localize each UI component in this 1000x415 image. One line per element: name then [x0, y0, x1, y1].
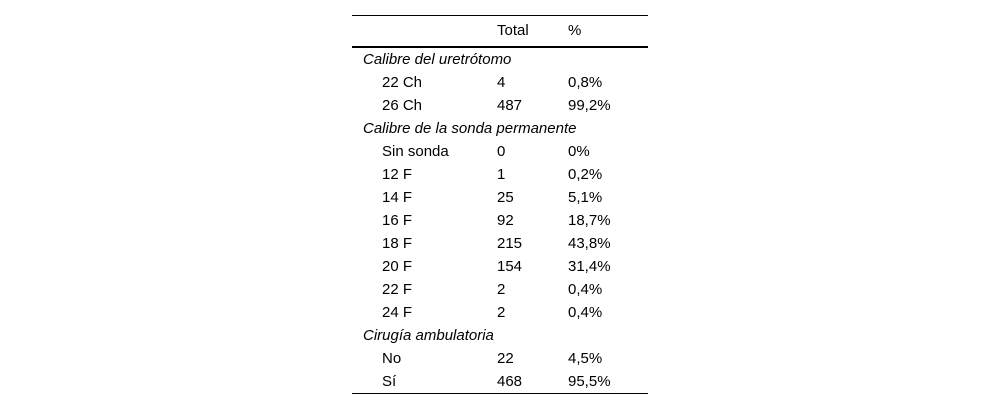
row-percent: 0,4%: [568, 304, 603, 321]
row-total: 2: [497, 281, 506, 298]
row-total: 487: [497, 97, 523, 114]
row-total: 22: [497, 350, 514, 367]
row-label: 22 F: [382, 281, 413, 298]
group-label: Calibre del uretrótomo: [363, 51, 512, 68]
table-row: [352, 94, 648, 117]
row-label: 26 Ch: [382, 97, 423, 114]
header-cell-label: [352, 16, 497, 48]
row-total: 4: [497, 74, 506, 91]
row-label: 22 Ch: [382, 74, 423, 91]
row-percent: 0,4%: [568, 281, 603, 298]
row-total: 2: [497, 304, 506, 321]
table-row: [352, 186, 648, 209]
table-row: [352, 232, 648, 255]
row-label: 24 F: [382, 304, 413, 321]
row-percent: 43,8%: [568, 235, 611, 252]
table-row: [352, 140, 648, 163]
row-percent: 0%: [568, 143, 590, 160]
table-body: [352, 47, 648, 394]
row-percent: 18,7%: [568, 212, 611, 229]
row-label: 16 F: [382, 212, 413, 229]
row-label: Sí: [382, 373, 397, 390]
row-total: 25: [497, 189, 514, 206]
table-row: [352, 347, 648, 370]
group-row: [352, 47, 648, 71]
group-row: [352, 324, 648, 347]
table-row: [352, 163, 648, 186]
data-table-container: [352, 15, 648, 394]
row-percent: 95,5%: [568, 373, 611, 390]
row-total: 154: [497, 258, 523, 275]
row-label: 14 F: [382, 189, 413, 206]
table-row: [352, 301, 648, 324]
row-total: 1: [497, 166, 506, 183]
header-cell-percent: %: [568, 22, 582, 39]
group-row: [352, 117, 648, 140]
row-label: Sin sonda: [382, 143, 449, 160]
row-percent: 31,4%: [568, 258, 611, 275]
row-total: 92: [497, 212, 514, 229]
table-row: [352, 278, 648, 301]
row-label: 18 F: [382, 235, 413, 252]
row-percent: 0,8%: [568, 74, 603, 91]
data-table: [352, 15, 648, 394]
table-header-row: [352, 16, 648, 48]
table-row: [352, 71, 648, 94]
group-label: Cirugía ambulatoria: [363, 327, 494, 344]
row-percent: 4,5%: [568, 350, 603, 367]
table-row: [352, 255, 648, 278]
row-total: 468: [497, 373, 523, 390]
row-label: No: [382, 350, 402, 367]
row-percent: 99,2%: [568, 97, 611, 114]
row-percent: 5,1%: [568, 189, 603, 206]
row-total: 215: [497, 235, 523, 252]
row-label: 12 F: [382, 166, 413, 183]
row-percent: 0,2%: [568, 166, 603, 183]
header-cell-total: Total: [497, 22, 529, 39]
row-label: 20 F: [382, 258, 413, 275]
table-row: [352, 209, 648, 232]
table-row: [352, 370, 648, 394]
group-label: Calibre de la sonda permanente: [363, 120, 577, 137]
row-total: 0: [497, 143, 506, 160]
